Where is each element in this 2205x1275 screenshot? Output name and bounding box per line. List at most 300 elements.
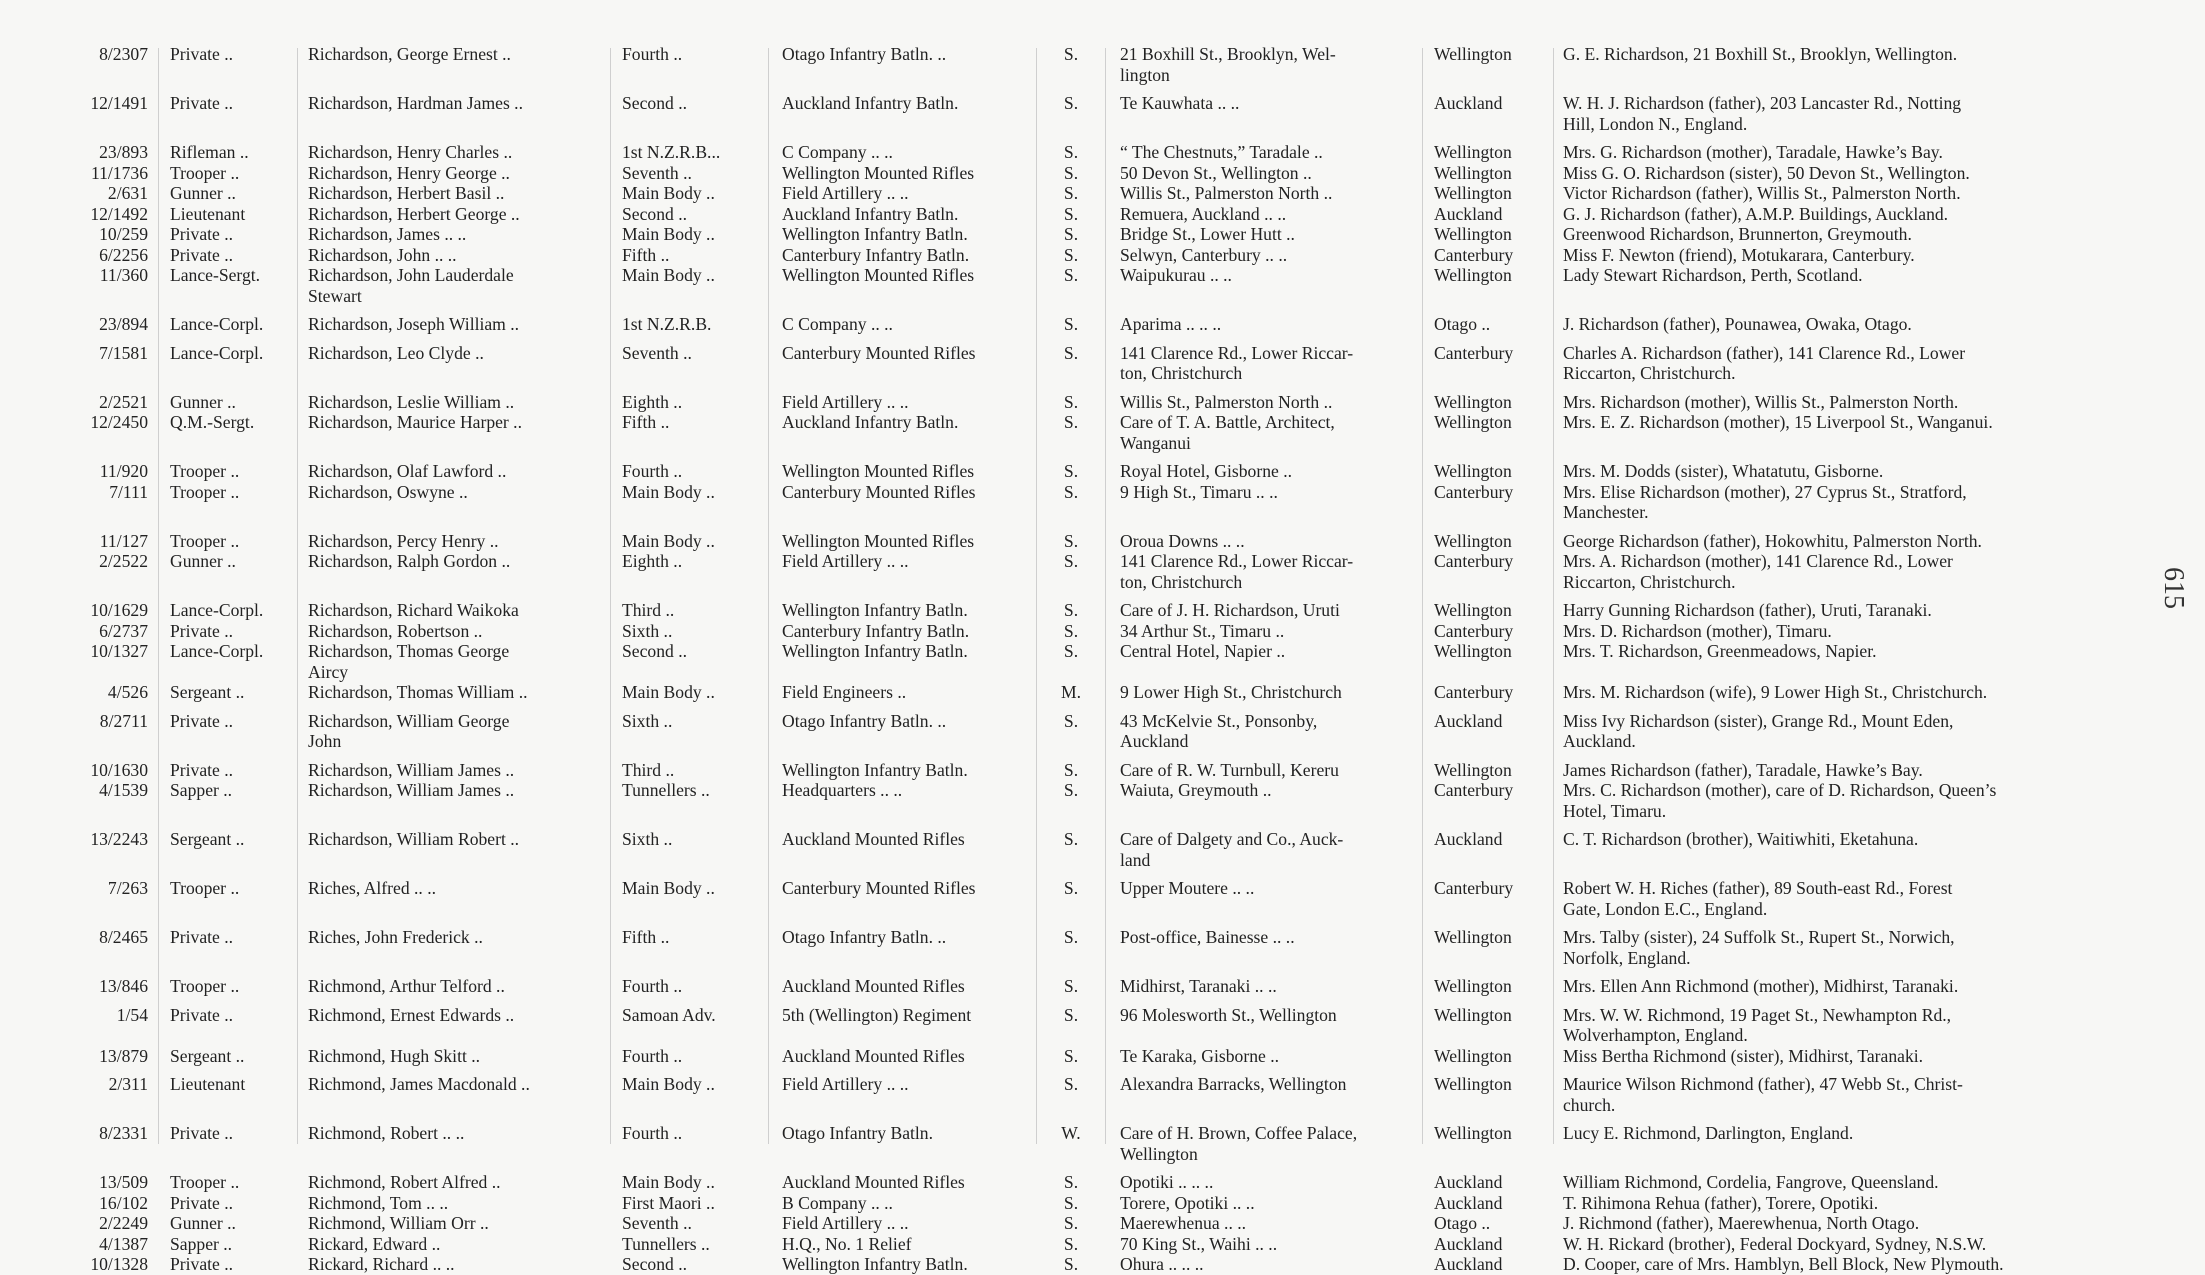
roll-entry — [0, 461, 2140, 482]
roll-entry — [0, 343, 2140, 384]
rank: Lieutenant — [170, 1074, 246, 1094]
unit: Auckland Mounted Rifles — [782, 829, 965, 849]
record-number: 4/526 — [107, 682, 148, 702]
record-number: 13/509 — [99, 1172, 148, 1192]
town: Wellington — [1434, 183, 1512, 203]
soldier-name: Richardson, Percy Henry .. — [308, 530, 499, 551]
soldier-name: Richardson, John Lauderdale — [308, 265, 514, 285]
draft: Fifth .. — [622, 244, 670, 265]
nominal-roll — [0, 44, 2140, 1275]
last-address: Care of R. W. Turnbull, Kereru — [1120, 759, 1339, 780]
last-address: Oroua Downs .. .. — [1120, 530, 1245, 551]
next-of-kin: Miss G. O. Richardson (sister), 50 Devon St., Wellington. — [1563, 162, 1970, 183]
record-number: 10/1328 — [90, 1254, 148, 1274]
rank: Gunner .. — [170, 551, 236, 571]
record-number: 10/1327 — [90, 641, 148, 661]
next-of-kin: Lady Stewart Richardson, Perth, Scotland. — [1563, 265, 1863, 285]
rank: Private .. — [170, 1123, 234, 1143]
soldier-name: John — [308, 731, 342, 751]
unit: C Company .. .. — [782, 142, 893, 162]
soldier-name: Richardson, William Robert .. — [308, 829, 520, 849]
next-of-kin: Miss Ivy Richardson (sister), Grange Rd., Mount Eden, — [1563, 710, 1954, 731]
soldier-name: Richardson, John .. .. — [308, 244, 457, 265]
roll-entry — [0, 224, 2140, 245]
unit: Auckland Mounted Rifles — [782, 1045, 965, 1066]
next-of-kin: James Richardson (father), Taradale, Hawke’s Bay. — [1563, 759, 1923, 780]
soldier-name: Richardson, Herbert Basil .. — [308, 183, 505, 203]
draft: Fourth .. — [622, 1045, 683, 1066]
roll-entry — [0, 760, 2140, 781]
town: Auckland — [1434, 1254, 1503, 1274]
marital-status: S. — [1063, 1045, 1079, 1066]
draft: Third .. — [622, 600, 675, 620]
draft: Sixth .. — [622, 620, 673, 641]
marital-status: S. — [1063, 530, 1079, 551]
roll-entry — [0, 531, 2140, 552]
record-number: 10/1629 — [90, 600, 148, 620]
record-number: 8/2711 — [99, 710, 148, 731]
town: Wellington — [1434, 224, 1512, 244]
next-of-kin: G. E. Richardson, 21 Boxhill St., Brooklyn, Wellington. — [1563, 44, 1958, 64]
soldier-name: Richardson, James .. .. — [308, 224, 467, 244]
unit: Field Artillery .. .. — [782, 551, 909, 571]
roll-entry — [0, 142, 2140, 163]
rank: Lieutenant — [170, 203, 246, 224]
town: Auckland — [1434, 93, 1503, 113]
unit: Wellington Infantry Batln. — [782, 224, 968, 244]
roll-entry — [0, 878, 2140, 919]
roll-entry — [0, 163, 2140, 184]
marital-status: S. — [1063, 1172, 1079, 1192]
next-of-kin: W. H. J. Richardson (father), 203 Lancaster Rd., Notting — [1563, 93, 1962, 113]
roll-entry — [0, 927, 2140, 968]
next-of-kin: Mrs. M. Dodds (sister), Whatatutu, Gisborne. — [1563, 461, 1884, 481]
next-of-kin: Greenwood Richardson, Brunnerton, Greymouth. — [1563, 224, 1912, 244]
last-address: 141 Clarence Rd., Lower Riccar- — [1120, 342, 1354, 363]
next-of-kin: D. Cooper, care of Mrs. Hamblyn, Bell Block, New Plymouth. — [1563, 1254, 2004, 1274]
draft: Fifth .. — [622, 412, 670, 432]
unit: Wellington Infantry Batln. — [782, 759, 968, 780]
roll-entry — [0, 1193, 2140, 1214]
unit: Canterbury Mounted Rifles — [782, 342, 976, 363]
town: Wellington — [1434, 265, 1512, 285]
last-address: Care of Dalgety and Co., Auck- — [1120, 829, 1344, 849]
unit: Wellington Mounted Rifles — [782, 162, 975, 183]
next-of-kin: Mrs. M. Richardson (wife), 9 Lower High St., Christchurch. — [1563, 682, 1988, 702]
unit: Auckland Infantry Batln. — [782, 93, 959, 113]
town: Wellington — [1434, 412, 1512, 432]
next-of-kin: William Richmond, Cordelia, Fangrove, Queensland. — [1563, 1172, 1939, 1192]
last-address: Alexandra Barracks, Wellington — [1120, 1074, 1347, 1094]
record-number: 4/1387 — [99, 1233, 148, 1254]
unit: Field Engineers .. — [782, 682, 907, 702]
next-of-kin: Hotel, Timaru. — [1563, 800, 1667, 821]
unit: Wellington Infantry Batln. — [782, 600, 968, 620]
last-address: Willis St., Palmerston North .. — [1120, 391, 1333, 412]
rank: Private .. — [170, 620, 234, 641]
record-number: 2/2249 — [99, 1213, 148, 1233]
soldier-name: Richardson, Thomas William .. — [308, 682, 528, 702]
unit: Wellington Mounted Rifles — [782, 265, 975, 285]
marital-status: S. — [1063, 600, 1079, 620]
soldier-name: Richardson, Richard Waikoka — [308, 600, 519, 620]
soldier-name: Rickard, Edward .. — [308, 1233, 441, 1254]
unit: Otago Infantry Batln. .. — [782, 710, 947, 731]
unit: Otago Infantry Batln. .. — [782, 927, 947, 947]
draft: Main Body .. — [622, 878, 715, 898]
rank: Gunner .. — [170, 391, 236, 412]
soldier-name: Richardson, Maurice Harper .. — [308, 412, 522, 432]
last-address: Post-office, Bainesse .. .. — [1120, 927, 1295, 947]
record-number: 13/2243 — [90, 829, 148, 849]
rank: Private .. — [170, 759, 234, 780]
next-of-kin: C. T. Richardson (brother), Waitiwhiti, Eketahuna. — [1563, 829, 1919, 849]
draft: 1st N.Z.R.B... — [622, 142, 721, 162]
last-address: 21 Boxhill St., Brooklyn, Wel- — [1120, 44, 1336, 64]
rank: Sapper .. — [170, 1233, 233, 1254]
last-address: Aparima .. .. .. — [1120, 314, 1222, 334]
rank: Gunner .. — [170, 1213, 236, 1233]
town: Wellington — [1434, 600, 1512, 620]
rank: Lance-Corpl. — [170, 314, 264, 334]
last-address: Maerewhenua .. .. — [1120, 1213, 1247, 1233]
soldier-name: Richardson, Herbert George .. — [308, 203, 520, 224]
town: Auckland — [1434, 710, 1503, 731]
next-of-kin: Maurice Wilson Richmond (father), 47 Webb St., Christ- — [1563, 1074, 1963, 1094]
marital-status: S. — [1063, 1254, 1079, 1274]
record-number: 2/631 — [107, 183, 148, 203]
roll-entry — [0, 183, 2140, 204]
draft: Fifth .. — [622, 927, 670, 947]
record-number: 11/920 — [99, 461, 148, 481]
record-number: 13/846 — [99, 976, 148, 996]
next-of-kin: Mrs. C. Richardson (mother), care of D. Richardson, Queen’s — [1563, 780, 1997, 800]
last-address: Wanganui — [1120, 432, 1191, 453]
next-of-kin: W. H. Rickard (brother), Federal Dockyard, Sydney, N.S.W. — [1563, 1233, 1987, 1254]
marital-status: S. — [1063, 551, 1079, 571]
soldier-name: Riches, Alfred .. .. — [308, 878, 437, 898]
next-of-kin: Mrs. T. Richardson, Greenmeadows, Napier. — [1563, 641, 1877, 661]
unit: 5th (Wellington) Regiment — [782, 1004, 972, 1025]
next-of-kin: Mrs. D. Richardson (mother), Timaru. — [1563, 620, 1832, 641]
rank: Sapper .. — [170, 780, 233, 800]
draft: 1st N.Z.R.B. — [622, 314, 712, 334]
rank: Trooper .. — [170, 481, 240, 502]
roll-entry — [0, 412, 2140, 453]
draft: Seventh .. — [622, 162, 692, 183]
soldier-name: Richardson, Joseph William .. — [308, 314, 520, 334]
record-number: 23/894 — [99, 314, 148, 334]
last-address: “ The Chestnuts,” Taradale .. — [1120, 142, 1323, 162]
town: Otago .. — [1434, 1213, 1491, 1233]
roll-entry — [0, 204, 2140, 225]
record-number: 7/263 — [107, 878, 148, 898]
next-of-kin: Mrs. Richardson (mother), Willis St., Palmerston North. — [1563, 391, 1959, 412]
next-of-kin: Lucy E. Richmond, Darlington, England. — [1563, 1123, 1854, 1143]
town: Canterbury — [1434, 620, 1514, 641]
marital-status: S. — [1063, 162, 1079, 183]
soldier-name: Richardson, Leslie William .. — [308, 391, 515, 412]
next-of-kin: Riccarton, Christchurch. — [1563, 363, 1736, 383]
draft: Main Body .. — [622, 481, 715, 502]
last-address: Remuera, Auckland .. .. — [1120, 203, 1287, 224]
marital-status: S. — [1063, 1233, 1079, 1254]
draft: Second .. — [622, 641, 687, 661]
rank: Sergeant .. — [170, 682, 245, 702]
roll-entry — [0, 600, 2140, 621]
roll-entry — [0, 976, 2140, 997]
town: Canterbury — [1434, 551, 1514, 571]
rank: Private .. — [170, 93, 234, 113]
unit: Field Artillery .. .. — [782, 391, 909, 412]
next-of-kin: Mrs. G. Richardson (mother), Taradale, Hawke’s Bay. — [1563, 142, 1943, 162]
town: Canterbury — [1434, 481, 1514, 502]
marital-status: S. — [1063, 927, 1079, 947]
rank: Trooper .. — [170, 461, 240, 481]
next-of-kin: Norfolk, England. — [1563, 947, 1691, 968]
roll-entry — [0, 1254, 2140, 1275]
roll-entry — [0, 1123, 2140, 1164]
draft: Second .. — [622, 203, 687, 224]
next-of-kin: Harry Gunning Richardson (father), Uruti, Taranaki. — [1563, 600, 1932, 620]
marital-status: S. — [1063, 391, 1079, 412]
marital-status: S. — [1063, 224, 1079, 244]
roll-entry — [0, 44, 2140, 85]
next-of-kin: Riccarton, Christchurch. — [1563, 571, 1736, 592]
town: Auckland — [1434, 829, 1503, 849]
record-number: 7/111 — [109, 481, 148, 502]
next-of-kin: Auckland. — [1563, 731, 1636, 751]
draft: Sixth .. — [622, 829, 673, 849]
last-address: 43 McKelvie St., Ponsonby, — [1120, 710, 1318, 731]
roll-entry — [0, 1234, 2140, 1255]
next-of-kin: Victor Richardson (father), Willis St., Palmerston North. — [1563, 183, 1961, 203]
next-of-kin: Robert W. H. Riches (father), 89 South-east Rd., Forest — [1563, 878, 1953, 898]
roll-entry — [0, 829, 2140, 870]
roll-entry — [0, 682, 2140, 703]
soldier-name: Richardson, Oswyne .. — [308, 481, 468, 502]
unit: Field Artillery .. .. — [782, 1213, 909, 1233]
draft: Main Body .. — [622, 530, 715, 551]
soldier-name: Richmond, Robert .. .. — [308, 1123, 465, 1143]
roll-entry — [0, 314, 2140, 335]
town: Canterbury — [1434, 682, 1514, 702]
record-number: 12/2450 — [90, 412, 148, 432]
record-number: 8/2307 — [99, 44, 148, 64]
draft: Third .. — [622, 759, 675, 780]
unit: Canterbury Infantry Batln. — [782, 620, 970, 641]
roll-entry — [0, 711, 2140, 752]
soldier-name: Riches, John Frederick .. — [308, 927, 483, 947]
record-number: 2/2522 — [99, 551, 148, 571]
roll-entry — [0, 1046, 2140, 1067]
draft: Seventh .. — [622, 342, 692, 363]
last-address: Royal Hotel, Gisborne .. — [1120, 461, 1293, 481]
record-number: 10/259 — [99, 224, 148, 244]
last-address: 141 Clarence Rd., Lower Riccar- — [1120, 551, 1354, 571]
roll-entry — [0, 780, 2140, 821]
town: Wellington — [1434, 162, 1512, 183]
unit: H.Q., No. 1 Relief — [782, 1233, 912, 1254]
town: Auckland — [1434, 1192, 1503, 1213]
town: Wellington — [1434, 530, 1512, 551]
roll-entry — [0, 1074, 2140, 1115]
unit: C Company .. .. — [782, 314, 893, 334]
last-address: Central Hotel, Napier .. — [1120, 641, 1286, 661]
record-number: 23/893 — [99, 142, 148, 162]
soldier-name: Richmond, Ernest Edwards .. — [308, 1004, 515, 1025]
next-of-kin: J. Richmond (father), Maerewhenua, North Otago. — [1563, 1213, 1920, 1233]
record-number: 12/1491 — [90, 93, 148, 113]
draft: Sixth .. — [622, 710, 673, 731]
last-address: Bridge St., Lower Hutt .. — [1120, 224, 1295, 244]
marital-status: S. — [1063, 265, 1079, 285]
soldier-name: Richmond, Arthur Telford .. — [308, 976, 505, 996]
marital-status: S. — [1063, 829, 1079, 849]
last-address: Waipukurau .. .. — [1120, 265, 1232, 285]
marital-status: S. — [1063, 759, 1079, 780]
marital-status: W. — [1061, 1123, 1081, 1143]
last-address: Care of H. Brown, Coffee Palace, — [1120, 1123, 1358, 1143]
marital-status: S. — [1063, 710, 1079, 731]
town: Wellington — [1434, 927, 1512, 947]
roll-entry — [0, 93, 2140, 134]
town: Wellington — [1434, 461, 1512, 481]
last-address: ton, Christchurch — [1120, 363, 1243, 383]
town: Canterbury — [1434, 878, 1514, 898]
draft: Main Body .. — [622, 265, 715, 285]
record-number: 13/879 — [99, 1045, 148, 1066]
marital-status: S. — [1063, 183, 1079, 203]
town: Wellington — [1434, 1074, 1512, 1094]
next-of-kin: Hill, London N., England. — [1563, 113, 1748, 134]
unit: Canterbury Mounted Rifles — [782, 481, 976, 502]
soldier-name: Richardson, Leo Clyde .. — [308, 342, 484, 363]
next-of-kin: church. — [1563, 1094, 1616, 1115]
soldier-name: Richmond, William Orr .. — [308, 1213, 489, 1233]
town: Auckland — [1434, 203, 1503, 224]
unit: Field Artillery .. .. — [782, 183, 909, 203]
last-address: Willis St., Palmerston North .. — [1120, 183, 1333, 203]
record-number: 16/102 — [99, 1192, 148, 1213]
next-of-kin: Gate, London E.C., England. — [1563, 898, 1768, 919]
last-address: Wellington — [1120, 1143, 1198, 1164]
unit: Wellington Infantry Batln. — [782, 641, 968, 661]
last-address: 9 Lower High St., Christchurch — [1120, 682, 1342, 702]
draft: Eighth .. — [622, 551, 683, 571]
next-of-kin: Mrs. W. W. Richmond, 19 Paget St., Newhampton Rd., — [1563, 1004, 1952, 1025]
roll-entry — [0, 245, 2140, 266]
soldier-name: Richmond, James Macdonald .. — [308, 1074, 530, 1094]
marital-status: S. — [1063, 1192, 1079, 1213]
last-address: 50 Devon St., Wellington .. — [1120, 162, 1312, 183]
marital-status: S. — [1063, 1213, 1079, 1233]
soldier-name: Richmond, Tom .. .. — [308, 1192, 449, 1213]
record-number: 7/1581 — [99, 342, 148, 363]
record-number: 2/2521 — [99, 391, 148, 412]
next-of-kin: Miss F. Newton (friend), Motukarara, Canterbury. — [1563, 244, 1915, 265]
draft: Main Body .. — [622, 183, 715, 203]
last-address: Ohura .. .. .. — [1120, 1254, 1204, 1274]
soldier-name: Stewart — [308, 285, 362, 306]
marital-status: S. — [1063, 203, 1079, 224]
soldier-name: Richardson, William George — [308, 710, 510, 731]
soldier-name: Richardson, Ralph Gordon .. — [308, 551, 511, 571]
soldier-name: Richardson, William James .. — [308, 759, 515, 780]
town: Auckland — [1434, 1172, 1503, 1192]
rank: Lance-Corpl. — [170, 600, 264, 620]
unit: B Company .. .. — [782, 1192, 893, 1213]
unit: Wellington Mounted Rifles — [782, 461, 975, 481]
draft: Fourth .. — [622, 1123, 683, 1143]
roll-entry — [0, 482, 2140, 523]
draft: Main Body .. — [622, 1172, 715, 1192]
marital-status: S. — [1063, 878, 1079, 898]
last-address: Midhirst, Taranaki .. .. — [1120, 976, 1277, 996]
rank: Gunner .. — [170, 183, 236, 203]
last-address: Te Karaka, Gisborne .. — [1120, 1045, 1280, 1066]
next-of-kin: Mrs. A. Richardson (mother), 141 Clarence Rd., Lower — [1563, 551, 1953, 571]
draft: Fourth .. — [622, 44, 683, 64]
marital-status: S. — [1063, 314, 1079, 334]
marital-status: S. — [1063, 641, 1079, 661]
draft: Second .. — [622, 93, 687, 113]
rank: Trooper .. — [170, 162, 240, 183]
last-address: Torere, Opotiki .. .. — [1120, 1192, 1255, 1213]
record-number: 4/1539 — [99, 780, 148, 800]
marital-status: S. — [1063, 780, 1079, 800]
record-number: 8/2331 — [99, 1123, 148, 1143]
draft: Seventh .. — [622, 1213, 692, 1233]
soldier-name: Richmond, Hugh Skitt .. — [308, 1045, 481, 1066]
soldier-name: Richardson, Thomas George — [308, 641, 510, 661]
roll-entry — [0, 641, 2140, 682]
rank: Trooper .. — [170, 530, 240, 551]
soldier-name: Rickard, Richard .. .. — [308, 1254, 455, 1274]
record-number: 2/311 — [108, 1074, 148, 1094]
next-of-kin: Miss Bertha Richmond (sister), Midhirst, Taranaki. — [1563, 1045, 1924, 1066]
town: Otago .. — [1434, 314, 1491, 334]
next-of-kin: Manchester. — [1563, 502, 1649, 522]
unit: Auckland Mounted Rifles — [782, 1172, 965, 1192]
page-number: 615 — [2158, 567, 2189, 609]
draft: First Maori .. — [622, 1192, 715, 1213]
soldier-name: Richardson, George Ernest .. — [308, 44, 511, 64]
unit: Otago Infantry Batln. — [782, 1123, 933, 1143]
town: Wellington — [1434, 1123, 1512, 1143]
record-number: 6/2737 — [99, 620, 148, 641]
rank: Lance-Corpl. — [170, 342, 264, 363]
record-number: 12/1492 — [90, 203, 148, 224]
marital-status: S. — [1063, 342, 1079, 363]
draft: Second .. — [622, 1254, 687, 1274]
next-of-kin: T. Rihimona Rehua (father), Torere, Opotiki. — [1563, 1192, 1879, 1213]
next-of-kin: Wolverhampton, England. — [1563, 1025, 1748, 1045]
last-address: Upper Moutere .. .. — [1120, 878, 1255, 898]
soldier-name: Richardson, William James .. — [308, 780, 515, 800]
draft: Main Body .. — [622, 224, 715, 244]
last-address: lington — [1120, 64, 1170, 85]
soldier-name: Richardson, Hardman James .. — [308, 93, 523, 113]
roll-entry — [0, 551, 2140, 592]
town: Canterbury — [1434, 244, 1514, 265]
next-of-kin: Mrs. Elise Richardson (mother), 27 Cyprus St., Stratford, — [1563, 481, 1967, 502]
unit: Auckland Mounted Rifles — [782, 976, 965, 996]
last-address: land — [1120, 849, 1151, 870]
rank: Private .. — [170, 710, 234, 731]
town: Canterbury — [1434, 780, 1514, 800]
rank: Private .. — [170, 1192, 234, 1213]
